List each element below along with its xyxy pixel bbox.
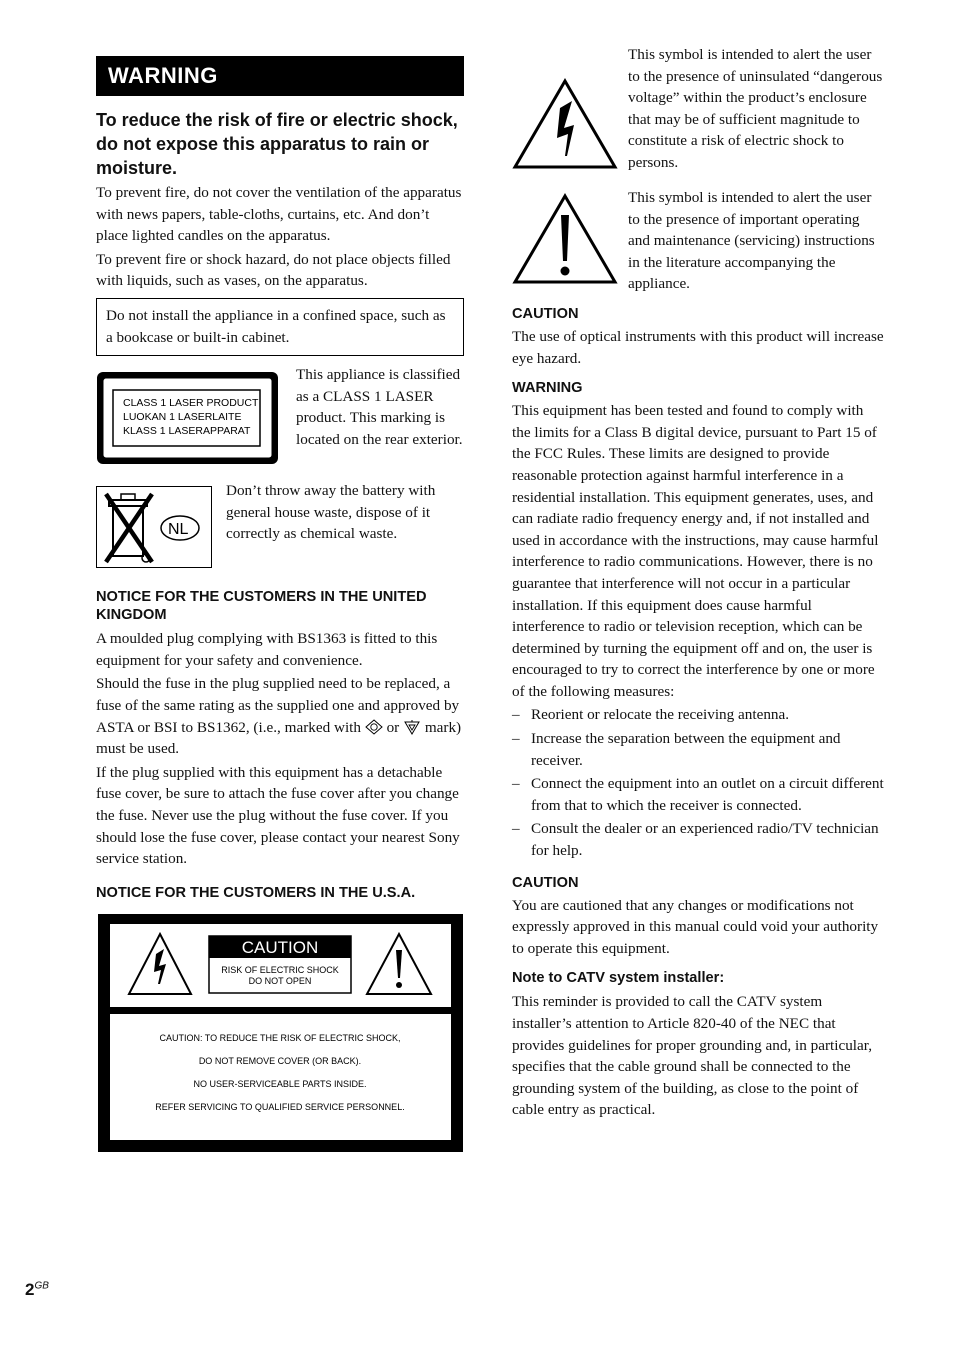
- uk-paragraph-2: [96, 673, 464, 759]
- uk-heading: NOTICE FOR THE CUSTOMERS IN THE UNITED KINGDOM: [96, 589, 427, 624]
- warning-banner: WARNING: [96, 56, 464, 96]
- laser-label-line1: CLASS 1 LASER PRODUCT: [123, 397, 259, 410]
- voltage-symbol-section: [512, 44, 884, 175]
- left-column: [96, 56, 464, 1157]
- main-heading: To reduce the risk of fire or electric shock, do not expose this apparatus to rain or moisture.: [96, 110, 458, 178]
- caution-label-line4: REFER SERVICING TO QUALIFIED SERVICE PERSONNEL.: [155, 1101, 405, 1112]
- caution-heading-1: CAUTION: [512, 305, 579, 322]
- battery-section: [96, 480, 464, 573]
- caution-text-1: The use of optical instruments with this product will increase eye hazard.: [512, 327, 884, 367]
- fire-paragraph: To prevent fire, do not cover the ventilation of the apparatus with news papers, table-cloths, curtains, etc. And don’t place lighted candles on the apparatus.: [96, 184, 462, 245]
- caution-label-sub1: RISK OF ELECTRIC SHOCK: [221, 964, 339, 975]
- list-item: – Connect the equipment into an outlet on a circuit different from that to which the receiver is connected.: [512, 775, 884, 814]
- measures-list: [512, 704, 884, 861]
- installation-notice-text: Do not install the appliance in a confined space, such as a bookcase or built-in cabinet.: [106, 306, 446, 346]
- crossed-bin-icon: [96, 480, 226, 573]
- uk-paragraph-2-start: Should the fuse in the plug supplied need to be replaced, a fuse of the same rating as the supplied one and approved by ASTA or BSI to BS1362, (i.e., marked with: [96, 675, 460, 736]
- instructions-symbol-text: This symbol is intended to alert the user to the presence of important operating and maintenance (servicing) instructions in the literature accompanying the appliance.: [628, 189, 875, 293]
- uk-paragraph-1: A moulded plug complying with BS1363 is fitted to this equipment for your safety and convenience.: [96, 630, 438, 669]
- caution-label-sub2: DO NOT OPEN: [248, 975, 312, 986]
- caution-label-line3: NO USER-SERVICEABLE PARTS INSIDE.: [193, 1078, 367, 1089]
- catv-heading: Note to CATV system installer:: [512, 970, 725, 987]
- list-item: – Consult the dealer or an experienced radio/TV technician for help.: [512, 820, 879, 860]
- caution-heading-2: CAUTION: [512, 874, 579, 891]
- right-column: [512, 44, 884, 1121]
- installation-notice-box: [96, 298, 464, 356]
- battery-text: Don’t throw away the battery with general house waste, dispose of it correctly as chemical waste.: [226, 482, 436, 543]
- uk-paragraph-3: If the plug supplied with this equipment has a detachable fuse cover, be sure to attach the fuse cover after you change the fuse. Never use the plug without the fuse cover. If you should lose the fuse cover, please contact your nearest Sony service station.: [96, 763, 460, 868]
- laser-label: [96, 368, 296, 470]
- laser-description: This appliance is classified as a CLASS 1 LASER product. This marking is located on the rear exterior.: [296, 366, 463, 448]
- page-number: $2^{GB}$: [25, 1280, 49, 1299]
- lightning-triangle-icon: [512, 44, 628, 175]
- caution-text-2: You are cautioned that any changes or modifications not expressly approved in this manual could void your authority to operate this equipment.: [512, 896, 879, 957]
- warning-heading: WARNING: [512, 380, 583, 397]
- battery-icon-label: NL: [168, 521, 189, 539]
- laser-label-line2: LUOKAN 1 LASERLAITE: [123, 411, 242, 424]
- uk-paragraph-2-or: or: [386, 718, 400, 736]
- list-item: – Increase the separation between the equipment and receiver.: [512, 730, 841, 769]
- uk-paragraph-2-end: mark) must be used.: [96, 718, 462, 758]
- bsi-kitemark-icon: [403, 719, 421, 735]
- fcc-warning-text: This equipment has been tested and found to comply with the limits for a Class B digital device, pursuant to Part 15 of the FCC Rules. These limits are designed to provide reasonable protection against harmful interference in a residential installation. This equipment generates, uses, and can radiate radio frequency energy and, if not installed and used in accordance with the instructions, may cause harmful interference to radio communications. However, there is no guarantee that interference will not occur in a particular installation. If this equipment does cause harmful interference to radio or television reception, which can be determined by turning the equipment off and on, the user is encouraged to try to correct the interference by one or more of the following measures:: [512, 402, 879, 700]
- caution-shock-label: [98, 914, 464, 1157]
- instructions-symbol-section: [512, 187, 884, 295]
- voltage-symbol-text: This symbol is intended to alert the user to the presence of uninsulated “dangerous voltage” within the product’s enclosure that may be of sufficient magnitude to constitute a risk of electric shock to persons.: [628, 46, 883, 171]
- exclamation-triangle-icon: [512, 187, 628, 295]
- caution-label-line2: DO NOT REMOVE COVER (OR BACK).: [198, 1055, 362, 1066]
- catv-text: This reminder is provided to call the CATV system installer’s attention to Article 820-40 of the NEC that provides guidelines for proper grounding and, in particular, specifies that the cable ground shall be connected to the grounding system of the building, as close to the point of cable entry as practical.: [512, 993, 872, 1119]
- liquid-paragraph: To prevent fire or shock hazard, do not place objects filled with liquids, such as vases, on the apparatus.: [96, 250, 451, 290]
- asta-mark-icon: [365, 719, 383, 735]
- usa-heading: NOTICE FOR THE CUSTOMERS IN THE U.S.A.: [96, 884, 416, 901]
- caution-label-line1: CAUTION: TO REDUCE THE RISK OF ELECTRIC SHOCK,: [159, 1032, 401, 1043]
- laser-label-line3: KLASS 1 LASERAPPARAT: [123, 425, 251, 438]
- laser-section: [96, 368, 464, 470]
- caution-label-title: CAUTION: [241, 937, 319, 957]
- list-item: – Reorient or relocate the receiving antenna.: [512, 706, 790, 724]
